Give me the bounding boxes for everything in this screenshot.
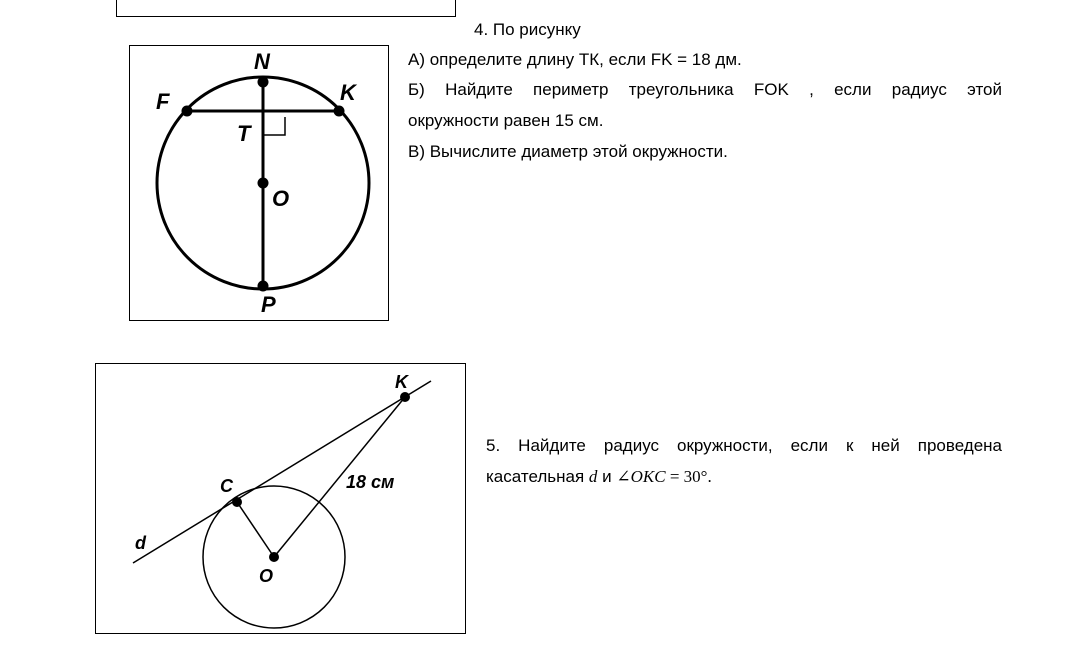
figure4-diagram xyxy=(130,46,388,320)
task4-heading: 4. По рисунку xyxy=(474,20,581,39)
figure5-frame xyxy=(95,363,466,634)
label-o: O xyxy=(259,566,274,586)
radius-oc xyxy=(237,502,274,557)
task5-line2 xyxy=(486,461,712,492)
point-n xyxy=(258,77,269,88)
point-c xyxy=(232,497,242,507)
label-o: O xyxy=(272,186,290,211)
task5-conjunction: и xyxy=(597,467,617,486)
label-p: P xyxy=(261,292,276,317)
point-k xyxy=(334,106,345,117)
point-o xyxy=(258,178,269,189)
point-f xyxy=(182,106,193,117)
label-n: N xyxy=(254,49,270,74)
task5-line1: 5. Найдите радиус окружности, если к ней проведена xyxy=(486,436,1002,455)
point-k xyxy=(400,392,410,402)
point-p xyxy=(258,281,269,292)
top-fragment-svg xyxy=(117,0,455,16)
task4-part-a: А) определите длину ТК, если FK = 18 дм. xyxy=(408,50,742,69)
label-k: K xyxy=(395,372,408,392)
task5-line2-prefix: касательная xyxy=(486,467,589,486)
task4-part-b-line1: Б) Найдите периметр треугольника FOK , если радиус этой xyxy=(408,80,1002,99)
figure4-frame xyxy=(129,45,389,321)
point-o xyxy=(269,552,279,562)
task4-part-c: В) Вычислите диаметр этой окружности. xyxy=(408,142,728,161)
right-angle-mark xyxy=(263,117,285,135)
task5-angle-name: OKC xyxy=(630,467,666,486)
task4-part-b-line2: окружности равен 15 см. xyxy=(408,111,604,130)
top-figure-fragment xyxy=(116,0,456,17)
task5-var-d: d xyxy=(588,467,598,486)
task5-angle-sign: ∠ xyxy=(616,467,631,486)
task5-angle-value: = 30°. xyxy=(665,467,712,486)
label-d: d xyxy=(135,533,146,553)
label-t: T xyxy=(237,121,251,146)
label-k: K xyxy=(340,80,356,105)
figure5-diagram xyxy=(96,364,465,633)
label-f: F xyxy=(156,89,170,114)
label-segment-length: 18 см xyxy=(346,472,395,492)
label-c: C xyxy=(220,476,233,496)
